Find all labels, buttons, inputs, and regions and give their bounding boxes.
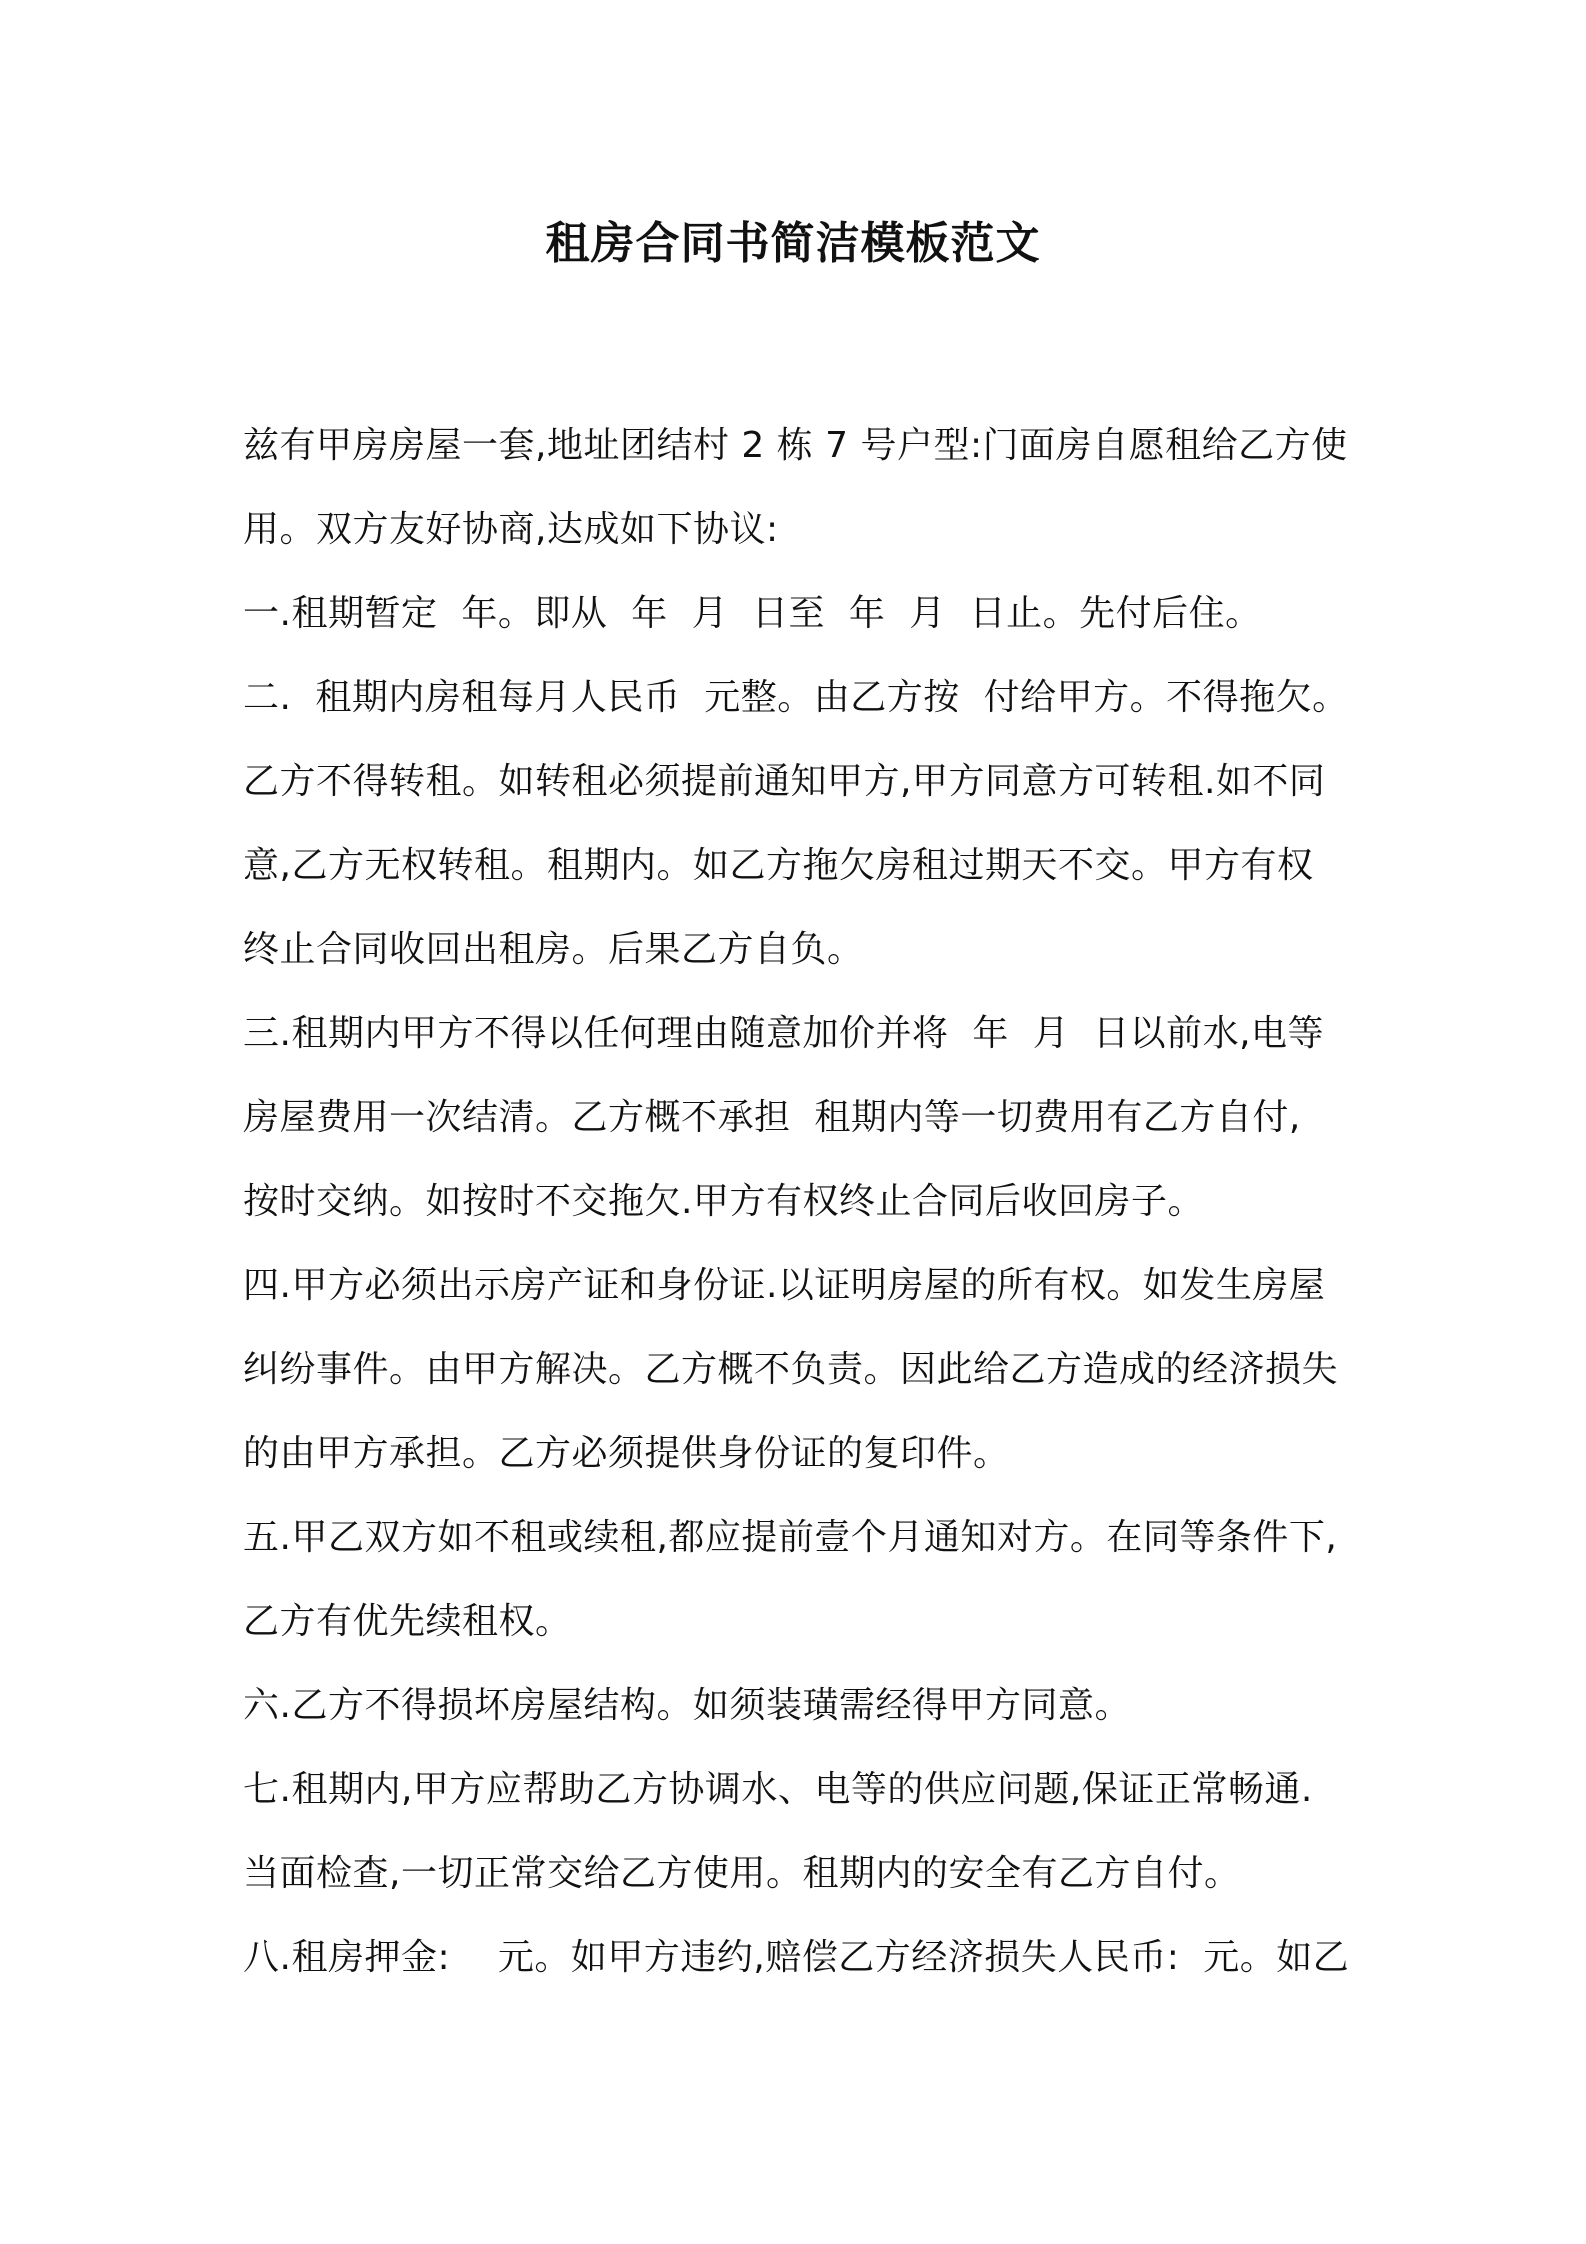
contract-body: [243, 404, 1363, 2000]
clause-5-line: 乙方有优先续租权。: [243, 1601, 572, 1642]
clause-6-line: 六.乙方不得损坏房屋结构。如须装璜需经得甲方同意。: [243, 1685, 1131, 1726]
document-title: 租房合同书简洁模板范文: [545, 218, 1041, 269]
clause-4-line: 的由甲方承担。乙方必须提供身份证的复印件。: [243, 1433, 1010, 1474]
clause-1-line: 一.租期暂定 年。即从 年 月 日至 年 月 日止。先付后住。: [243, 593, 1262, 634]
clause-7-line: 七.租期内,甲方应帮助乙方协调水、电等的供应问题,保证正常畅通.: [243, 1769, 1313, 1810]
clause-3-line: 房屋费用一次结清。乙方概不承担 租期内等一切费用有乙方自付,: [243, 1097, 1301, 1138]
clause-2-line: 乙方不得转租。如转租必须提前通知甲方,甲方同意方可转租.如不同: [243, 761, 1326, 802]
clause-7-line: 当面检查,一切正常交给乙方使用。租期内的安全有乙方自付。: [243, 1853, 1241, 1894]
body-line: 用。双方友好协商,达成如下协议:: [243, 509, 779, 550]
clause-8-line: 八.租房押金: 元。如甲方违约,赔偿乙方经济损失人民币: 元。如乙: [243, 1937, 1350, 1978]
clause-5-line: 五.甲乙双方如不租或续租,都应提前壹个月通知对方。在同等条件下,: [243, 1517, 1338, 1558]
clause-2-line: 意,乙方无权转租。租期内。如乙方拖欠房租过期天不交。甲方有权: [243, 845, 1314, 886]
clause-3-line: 三.租期内甲方不得以任何理由随意加价并将 年 月 日以前水,电等: [243, 1013, 1325, 1054]
clause-2-line: 二. 租期内房租每月人民币 元整。由乙方按 付给甲方。不得拖欠。: [243, 677, 1349, 718]
body-line: 兹有甲房房屋一套,地址团结村 2 栋 7 号户型:门面房自愿租给乙方使: [243, 425, 1348, 466]
clause-4-line: 纠纷事件。由甲方解决。乙方概不负责。因此给乙方造成的经济损失: [243, 1349, 1339, 1390]
clause-3-line: 按时交纳。如按时不交拖欠.甲方有权终止合同后收回房子。: [243, 1181, 1204, 1222]
clause-2-line: 终止合同收回出租房。后果乙方自负。: [243, 929, 864, 970]
clause-4-line: 四.甲方必须出示房产证和身份证.以证明房屋的所有权。如发生房屋: [243, 1265, 1326, 1306]
